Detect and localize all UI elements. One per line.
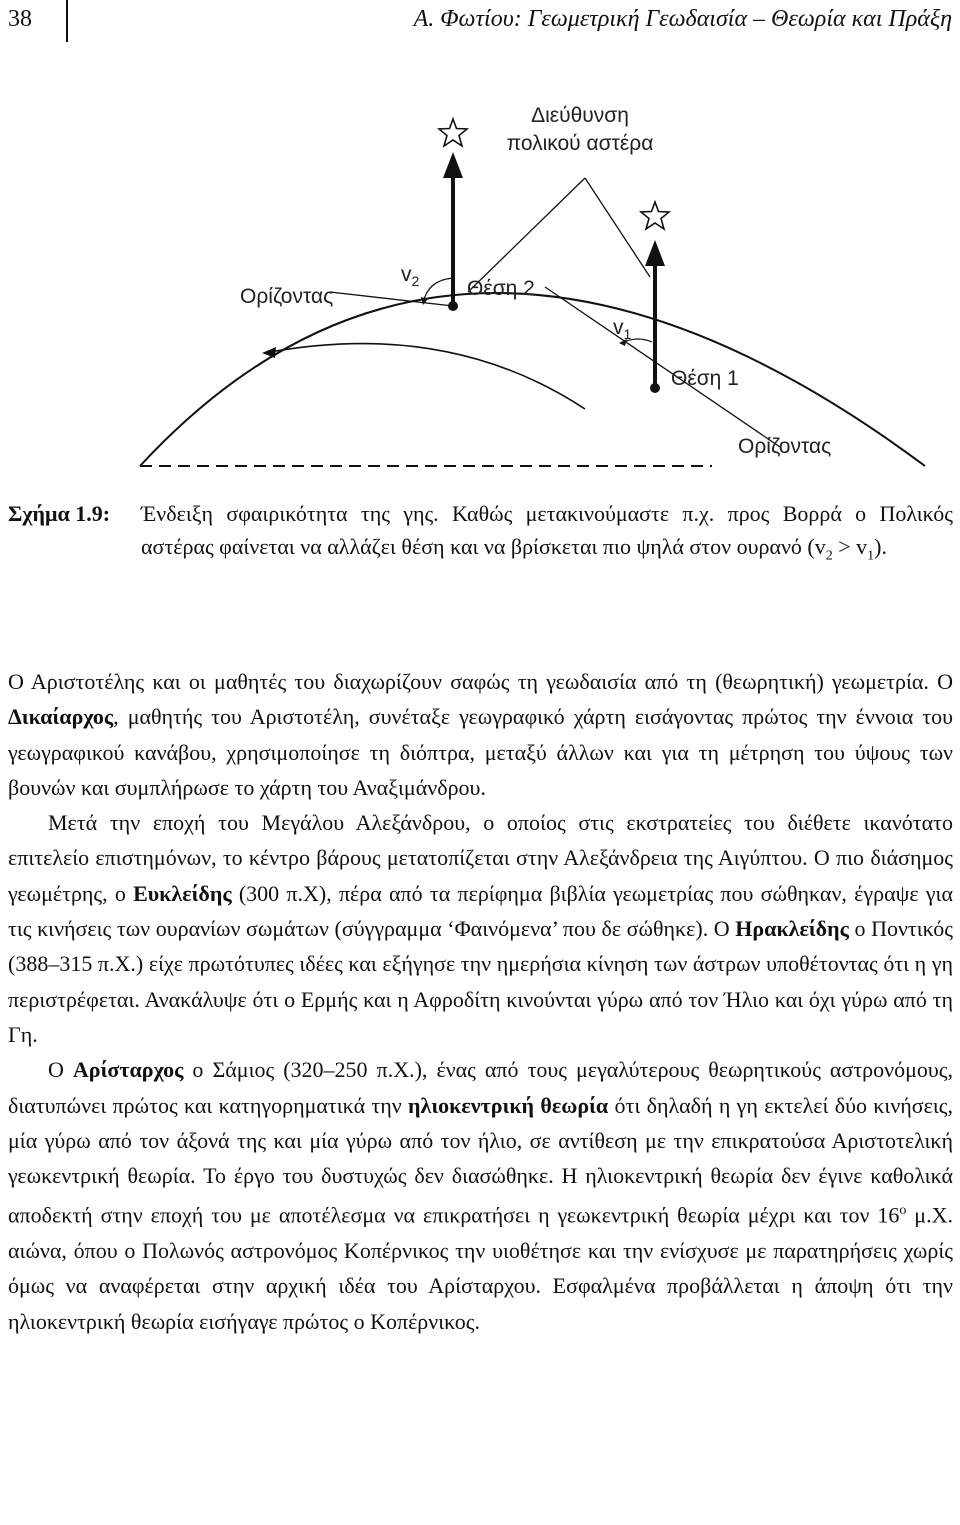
label-v2: $v_2$ (401, 263, 420, 289)
label-direction-line2: πολικού αστέρα (506, 132, 654, 155)
name-irakleidis: Ηρακλείδης (735, 916, 849, 942)
horizon-line-left (330, 292, 453, 306)
body-text (8, 664, 953, 1339)
label-position1: Θέση 1 (671, 367, 739, 390)
paragraph-3: Ο Αρίσταρχος ο Σάμιος (320–250 π.Χ.), ένας από τους μεγαλύτερους θεωρητικούς αστρονόμους, διατυπώνει πρώτος και κατηγορηματικά την ηλιοκεντρική θεωρία ότι δηλαδή η γη εκτελεί δύο κινήσεις, μία γύρω από τον άξονά της και μία γύρω από τον ήλιο, σε αντίθεση με την επικρατούσα Αριστοτελική γεωκεντρική θεωρία. Το έργο του δυστυχώς δεν διασώθηκε. Η ηλιοκεντρική θεωρία δεν έγινε καθολικά αποδεκτή στην εποχή του με αποτέλεσμα να επικρατήσει η γεωκεντρική θεωρία μέχρι και τον $16^o$ μ.Χ. αιώνα, όπου ο Πολωνός αστρονόμος Κοπέρνικος την υιοθέτησε και την ενίσχυσε με παρατηρήσεις χωρίς όμως να αναφέρεται στην αρχική ιδέα του Αρίσταρχου. Εσφαλμένα προβάλλεται η άποψη ότι την ηλιοκεντρική θεωρία εισήγαγε πρώτος ο Κοπέρνικος. (8, 1057, 953, 1334)
paragraph-2: Μετά την εποχή του Μεγάλου Αλεξάνδρου, ο οποίος στις εκστρατείες του διέθετε ικανότατο επιτελείο επιστημόνων, το κέντρο βάρους μετατοπίζεται στην Αλεξάνδρεια της Αιγύπτου. Ο πιο διάσημος γεωμέτρης, ο Ευκλείδης (300 π.Χ), πέρα από τα περίφημα βιβλία γεωμετρίας που σώθηκαν, έγραψε για τις κινήσεις των ουρανίων σωμάτων (σύγγραμμα ‘Φαινόμενα’ που δε σώθηκε). Ο Ηρακλείδης ο Ποντικός (388–315 π.Χ.) είχε πρωτότυπες ιδέες και εξήγησε την ημερήσια κίνηση των άστρων υποθέτοντας ότι η γη περιστρέφεται. Ανακάλυψε ότι ο Ερμής και η Αφροδίτη κινούνται γύρω από τον Ήλιο και όχι γύρω από τη Γη. (8, 810, 953, 1047)
arrowhead-position1 (645, 240, 665, 266)
movement-arrowhead (262, 347, 276, 358)
running-title: Α. Φωτίου: Γεωμετρική Γεωδαισία – Θεωρία και Πράξη (413, 6, 952, 32)
header-divider (66, 0, 68, 42)
name-eukleidis: Ευκλείδης (133, 880, 232, 906)
arrowhead-position2 (443, 152, 463, 178)
caption-label: Σχήμα 1.9: (8, 501, 111, 526)
point-position1 (650, 383, 660, 393)
paragraph-1: Ο Αριστοτέλης και οι μαθητές του διαχωρίζουν σαφώς τη γεωδαισία από τη (θεωρητική) γεωμετρία. Ο Δικαίαρχος, μαθητής του Αριστοτέλη, συνέταξε γεωγραφικό χάρτη εισάγοντας πρώτος την έννοια του γεωγραφικού κανάβου, χρησιμοποίησε τη διόπτρα, μεταξύ άλλων και για τη μέτρηση του ύψους των βουνών και συμπλήρωσε το χάρτη του Αναξιμάνδρου. (8, 669, 953, 800)
horizon-line-right (545, 287, 780, 447)
label-v1: $v_1$ (613, 316, 632, 342)
movement-arrow (270, 344, 585, 409)
caption-text: Ένδειξη σφαιρικότητα της γης. Καθώς μετακινούμαστε π.χ. προς Βορρά ο Πολικός αστέρας φαίνεται να αλλάζει θέση και να βρίσκεται πιο ψηλά στον ουρανό $(v_2 > v_1)$. (141, 501, 953, 564)
star-icon (641, 202, 669, 229)
name-aristarchos: Αρίσταρχος (72, 1057, 184, 1083)
point-position2 (448, 301, 458, 311)
figure-polaris-diagram (0, 92, 960, 482)
page-number: 38 (8, 6, 32, 32)
label-position2: Θέση 2 (467, 277, 535, 300)
direction-line-1 (585, 178, 650, 277)
star-icon (439, 119, 467, 146)
page-header (0, 0, 960, 45)
term-heliocentric: ηλιοκεντρική θεωρία (408, 1092, 609, 1118)
direction-line-2 (468, 178, 585, 292)
name-dikaiarchos: Δικαίαρχος (8, 704, 114, 730)
figure-caption (8, 497, 953, 572)
label-direction-line1: Διεύθυνση (531, 104, 629, 127)
label-horizon-left: Ορίζοντας (240, 285, 334, 308)
label-horizon-right: Ορίζοντας (738, 435, 832, 458)
